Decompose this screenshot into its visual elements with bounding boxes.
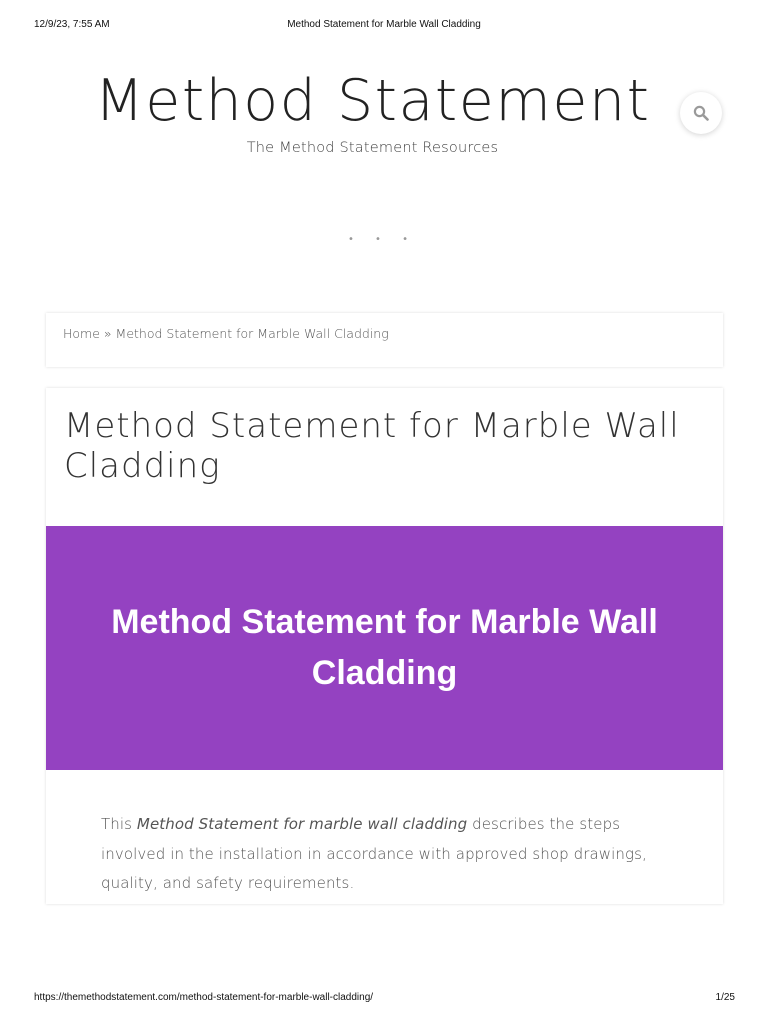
nav-menu-dots[interactable]: • • • (347, 234, 418, 245)
print-page-number: 1/25 (715, 992, 735, 1003)
search-icon (693, 105, 709, 121)
article-intro (101, 810, 661, 899)
intro-suffix: describes the steps involved in the installation in accordance with approved shop drawings, quality, and safety requirements. (101, 815, 647, 892)
article-card (46, 388, 723, 904)
site-title[interactable]: Method Statement (94, 68, 651, 134)
breadcrumb (63, 326, 389, 341)
print-doc-title: Method Statement for Marble Wall Cladding (287, 19, 481, 30)
print-header (0, 17, 768, 33)
intro-emphasis: Method Statement for marble wall cladding (136, 815, 468, 833)
site-tagline: The Method Statement Resources (246, 140, 499, 156)
print-url: https://themethodstatement.com/method-statement-for-marble-wall-cladding/ (34, 992, 374, 1003)
site-header (0, 60, 768, 180)
intro-prefix: This (101, 815, 137, 833)
breadcrumb-card (46, 313, 723, 367)
search-button[interactable] (680, 92, 722, 134)
print-date: 12/9/23, 7:55 AM (34, 19, 110, 30)
breadcrumb-current: Method Statement for Marble Wall Cladding (115, 326, 389, 341)
banner-text: Method Statement for Marble Wall Cladding (111, 603, 658, 692)
print-footer (0, 990, 768, 1006)
article-title: Method Statement for Marble Wall Cladding (64, 406, 680, 486)
breadcrumb-home-link[interactable]: Home (63, 326, 100, 341)
breadcrumb-separator: » (99, 326, 116, 341)
featured-banner-image (46, 526, 723, 770)
